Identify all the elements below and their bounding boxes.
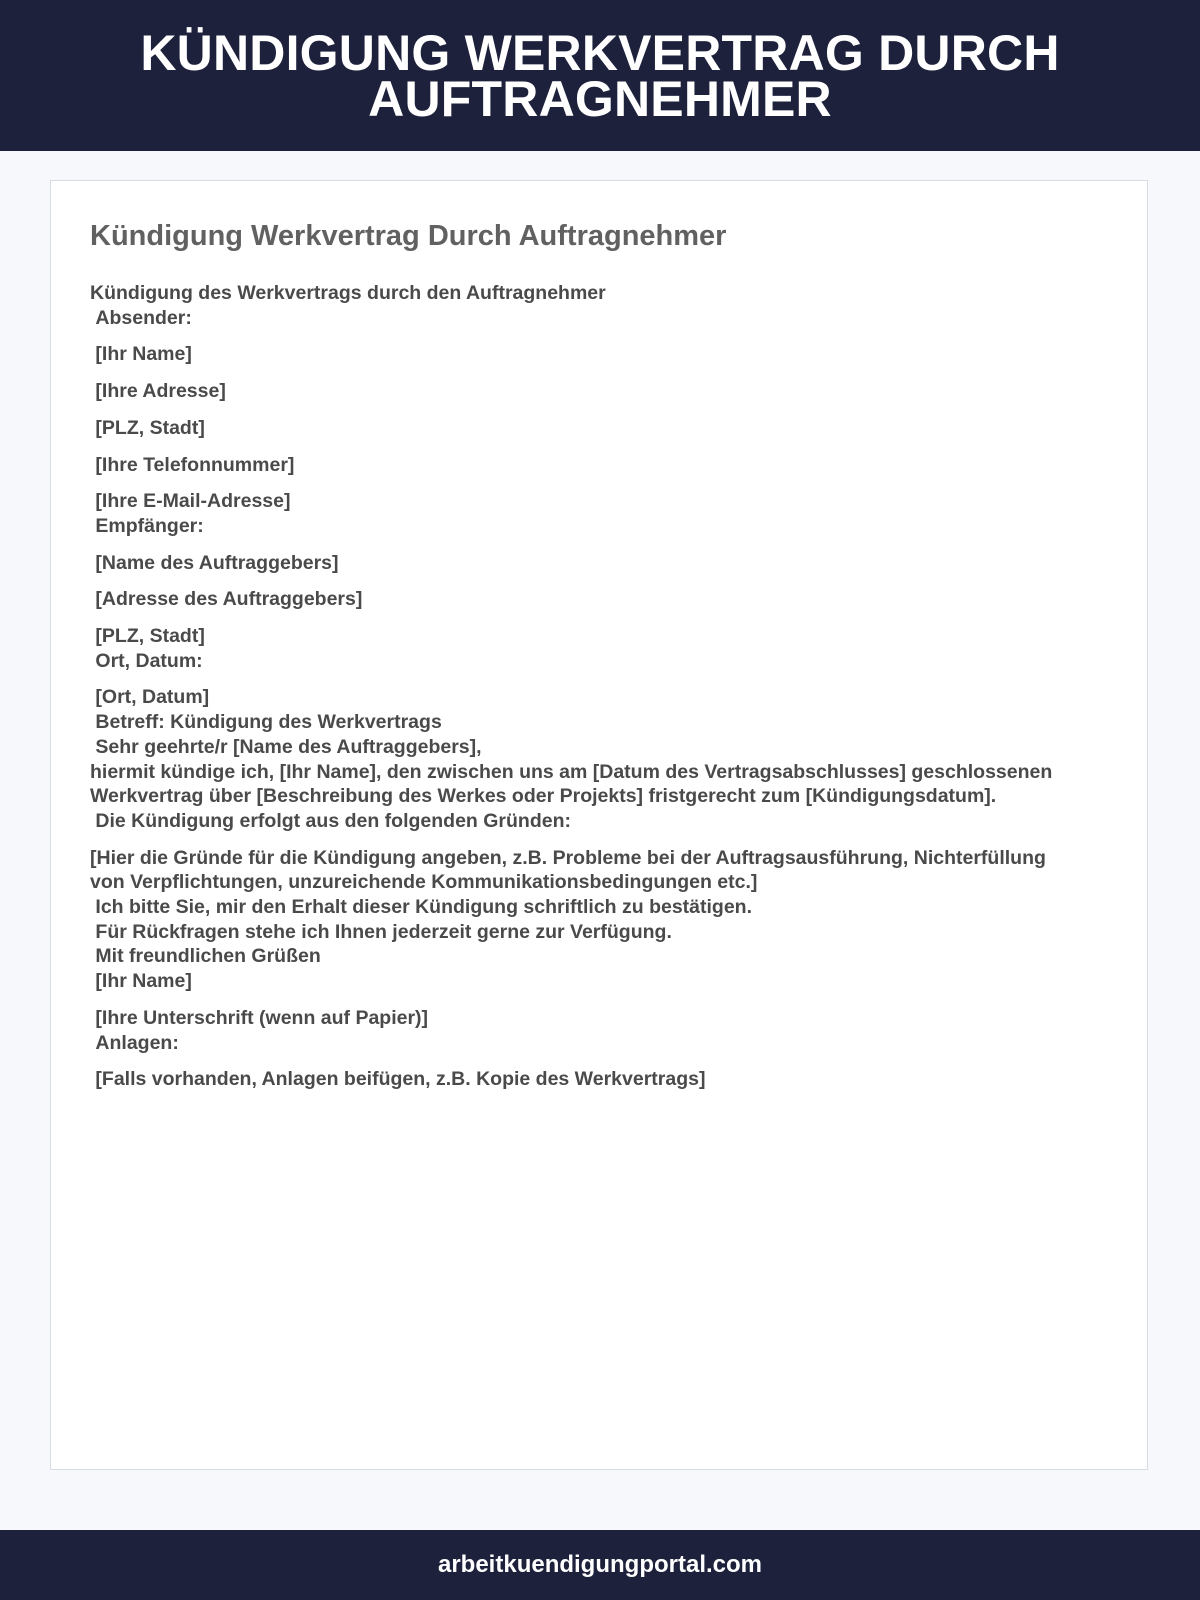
sender-address: [Ihre Adresse]: [90, 380, 226, 403]
signature-line: [Ihre Unterschrift (wenn auf Papier)]: [90, 1006, 429, 1029]
letter-body: [90, 281, 1110, 1092]
betreff-line: Betreff: Kündigung des Werkvertrags: [90, 711, 442, 734]
reasons-line-1: [Hier die Gründe für die Kündigung angeben, z.B. Probleme bei der Auftragsausführung, Nichterfüllung: [90, 846, 1046, 869]
attachments-line: [Falls vorhanden, Anlagen beifügen, z.B. Kopie des Werkvertrags]: [90, 1068, 706, 1091]
recipient-name: [Name des Auftraggebers]: [90, 551, 339, 574]
place-date-label: Ort, Datum:: [90, 649, 203, 672]
body-line-2: Werkvertrag über [Beschreibung des Werkes oder Projekts] fristgerecht zum [Kündigungsdatum].: [90, 785, 997, 808]
attachments-label: Anlagen:: [90, 1031, 179, 1054]
page-header: [0, 0, 1200, 151]
reasons-line-2: von Verpflichtungen, unzureichende Kommunikationsbedingungen etc.]: [90, 871, 758, 894]
sender-name: [Ihr Name]: [90, 343, 192, 366]
confirm-request: Ich bitte Sie, mir den Erhalt dieser Kündigung schriftlich zu bestätigen.: [90, 896, 753, 919]
place-date: [Ort, Datum]: [90, 686, 210, 709]
questions-line: Für Rückfragen stehe ich Ihnen jederzeit gerne zur Verfügung.: [90, 920, 672, 943]
footer-site-link[interactable]: arbeitkuendigungportal.com: [437, 1551, 763, 1578]
sender-phone: [Ihre Telefonnummer]: [90, 453, 295, 476]
document-title: Kündigung Werkvertrag Durch Auftragnehmer: [90, 220, 727, 252]
page-footer: [0, 1530, 1200, 1600]
reasons-intro: Die Kündigung erfolgt aus den folgenden Gründen:: [90, 809, 571, 832]
letter-subject-line: Kündigung des Werkvertrags durch den Auftragnehmer: [90, 282, 606, 304]
recipient-label: Empfänger:: [90, 514, 204, 537]
recipient-city: [PLZ, Stadt]: [90, 625, 205, 648]
closing-line: Mit freundlichen Grüßen: [90, 945, 321, 968]
closing-name: [Ihr Name]: [90, 970, 192, 993]
sender-label: Absender:: [90, 306, 192, 329]
page-title: KÜNDIGUNG WERKVERTRAG DURCH AUFTRAGNEHMER: [140, 24, 1060, 127]
sender-city: [PLZ, Stadt]: [90, 416, 205, 439]
recipient-address: [Adresse des Auftraggebers]: [90, 588, 363, 611]
salutation: Sehr geehrte/r [Name des Auftraggebers],: [90, 735, 482, 758]
document-card: [50, 180, 1148, 1470]
sender-email: [Ihre E-Mail-Adresse]: [90, 490, 291, 513]
body-line-1: hiermit kündige ich, [Ihr Name], den zwischen uns am [Datum des Vertragsabschlusses] geschlossenen: [90, 760, 1053, 783]
